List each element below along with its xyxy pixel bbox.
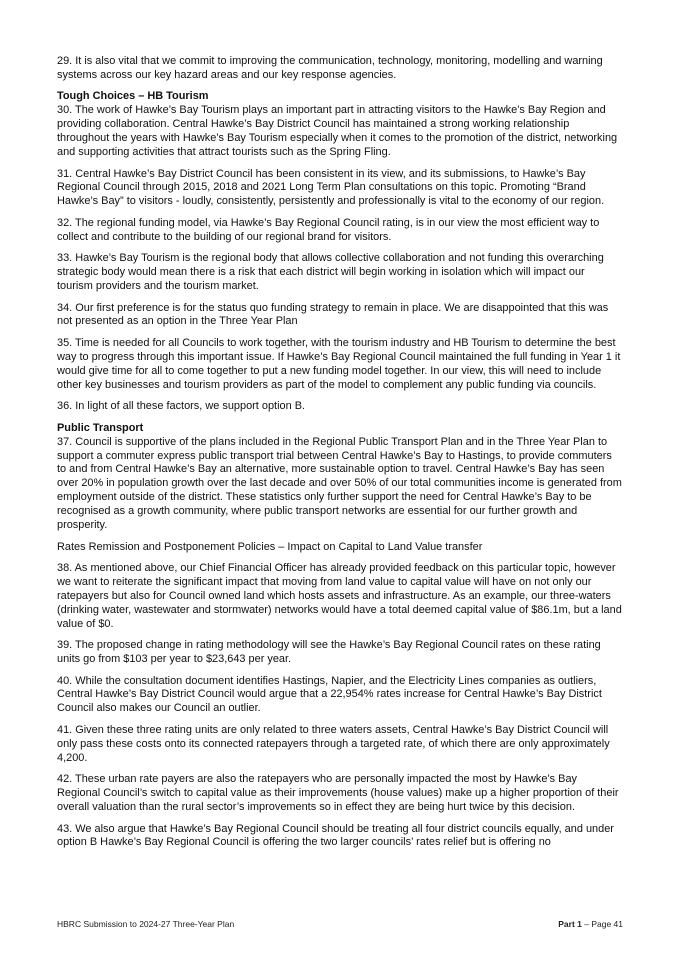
heading-public-transport: Public Transport	[57, 421, 144, 434]
paragraph-31: 31. Central Hawke’s Bay District Council has been consistent in its view, and its submissions, to Hawke’s Bay Regional Council through 2015, 2018 and 2021 Long Term Plan consultations on this topic. Promoting “Brand Hawke’s Bay” to visitors - loudly, consistently, persistently and professionally is vital to the economy of our region.	[57, 167, 605, 208]
paragraph-38: 38. As mentioned above, our Chief Financial Officer has already provided feedback on this particular topic, however we want to reiterate the significant impact that moving from land value to capital value will have on not only our ratepayers but also for Council owned land which hosts assets and infrastructure. As an example, our three-waters (drinking water, wastewater and stormwater) networks would have a total deemed capital value of $86.1m, but a land value of $0.	[57, 562, 622, 630]
paragraph-41: 41. Given these three rating units are only related to three waters assets, Central Hawke’s Bay District Council will only pass these costs onto its connected ratepayers through a targeted rate, of which there are only approximately 4,200.	[57, 723, 610, 764]
paragraph-43: 43. We also argue that Hawke’s Bay Regional Council should be treating all four district councils equally, and under option B Hawke’s Bay Regional Council is offering the two larger councils’ rates relief but is offering no	[57, 822, 614, 849]
footer-page-number	[558, 917, 623, 931]
page-footer	[57, 917, 623, 931]
paragraph-34: 34. Our first preference is for the status quo funding strategy to remain in place. We are disappointed that this was not presented as an option in the Three Year Plan	[57, 301, 609, 328]
paragraph-32: 32. The regional funding model, via Hawke’s Bay Regional Council rating, is in our view the most efficient way to collect and contribute to the building of our regional brand for visitors.	[57, 216, 600, 243]
paragraph-40: 40. While the consultation document identifies Hastings, Napier, and the Electricity Lines companies as outliers, Central Hawke’s Bay District Council would argue that a 22,954% rates increase for Central Hawke’s Bay District Council also makes our Council an outlier.	[57, 674, 602, 715]
heading-tough-choices-hb-tourism: Tough Choices – HB Tourism	[57, 90, 209, 103]
paragraph-37: 37. Council is supportive of the plans included in the Regional Public Transport Plan and in the Three Year Plan to support a commuter express public transport trial between Central Hawke’s Bay to Hastings, to provide commuters to and from Central Hawke’s Bay an alternative, more sustainable option to travel. Central Hawke’s Bay has seen over 20% in population growth over the last decade and over 50% of our total communities income is generated from employment outside of the district. These statistics only further support the need for Central Hawke’s Bay to be recognised as a growth community, where public transport networks are essential for our further growth and prosperity.	[57, 435, 622, 532]
footer-part-label: Part 1	[558, 919, 582, 929]
document-body	[57, 55, 623, 858]
paragraph-30: 30. The work of Hawke’s Bay Tourism plays an important part in attracting visitors to the Hawke’s Bay Region and providing collaboration. Central Hawke’s Bay District Council has maintained a strong working relationship throughout the years with Hawke’s Bay Tourism especially when it comes to the promotion of the district, networking and supporting activities that attract tourists such as the Spring Fling.	[57, 104, 618, 159]
subheading-rates-remission: Rates Remission and Postponement Policies – Impact on Capital to Land Value transfer	[57, 540, 483, 553]
paragraph-29: 29. It is also vital that we commit to improving the communication, technology, monitoring, modelling and warning systems across our key hazard areas and our key response agencies.	[57, 55, 603, 81]
paragraph-33: 33. Hawke’s Bay Tourism is the regional body that allows collective collaboration and not funding this overarching strategic body would mean there is a risk that each district will begin working in isolation which will impact our tourism providers and the tourism market.	[57, 252, 604, 293]
footer-document-title: HBRC Submission to 2024-27 Three-Year Plan	[57, 919, 235, 929]
paragraph-35: 35. Time is needed for all Councils to work together, with the tourism industry and HB Tourism to determine the best way to progress through this important issue. If Hawke’s Bay Regional Council maintained the full funding in Year 1 it would give time for all to come together to put a new funding model together. In our view, this will need to include other key businesses and tourism providers as part of the model to complement any public funding via councils.	[57, 336, 621, 391]
paragraph-42: 42. These urban rate payers are also the ratepayers who are personally impacted the most by Hawke’s Bay Regional Council’s switch to capital value as their improvements (house values) make up a higher proportion of their overall valuation than the rural sector’s improvements so in effect they are being hurt twice by this decision.	[57, 773, 619, 813]
paragraph-39: 39. The proposed change in rating methodology will see the Hawke’s Bay Regional Council rates on these rating units go from $103 per year to $23,643 per year.	[57, 639, 601, 666]
paragraph-36: 36. In light of all these factors, we support option B.	[57, 400, 306, 413]
footer-page-label: – Page 41	[581, 919, 623, 929]
